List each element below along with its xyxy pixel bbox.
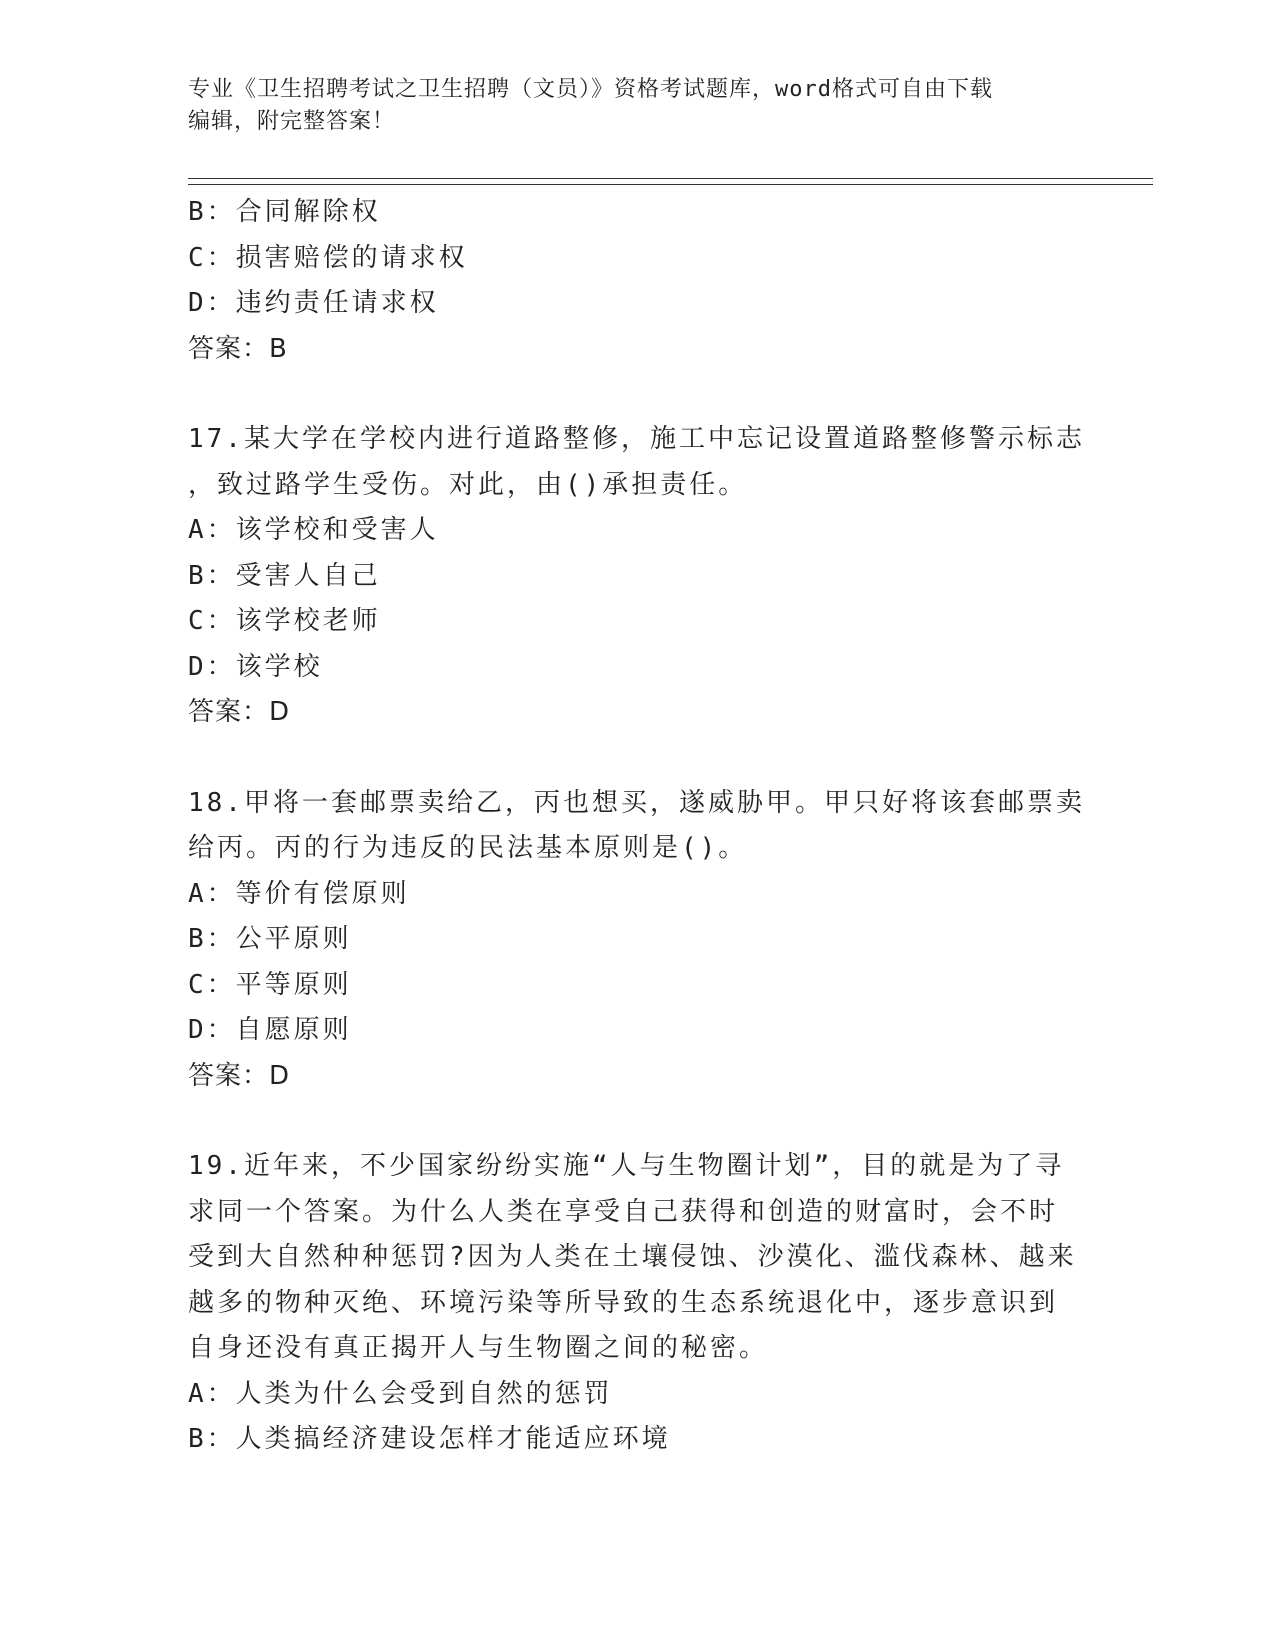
header-rule-bottom <box>188 184 1153 185</box>
question-stem-line: 受到大自然种种惩罚?因为人类在土壤侵蚀、沙漠化、滥伐森林、越来 <box>188 1242 1077 1272</box>
option-b: B：人类搞经济建设怎样才能适应环境 <box>188 1424 671 1454</box>
spacer <box>188 736 1088 781</box>
spacer <box>188 372 1088 417</box>
option-d: D：违约责任请求权 <box>188 288 439 318</box>
question-stem-line: 自身还没有真正揭开人与生物圈之间的秘密。 <box>188 1333 769 1363</box>
question-stem-line: 19.近年来，不少国家纷纷实施“人与生物圈计划”，目的就是为了寻 <box>188 1151 1065 1181</box>
option-b: B：受害人自己 <box>188 560 381 591</box>
header-line-1: 专业《卫生招聘考试之卫生招聘（文员）》资格考试题库，word格式可自由下载 <box>188 77 993 102</box>
option-c: C：该学校老师 <box>188 606 381 636</box>
question-stem-line: 18.甲将一套邮票卖给乙，丙也想买，遂威胁甲。甲只好将该套邮票卖 <box>188 787 1085 818</box>
header-line-2: 编辑，附完整答案！ <box>188 109 396 134</box>
option-a: A：该学校和受害人 <box>188 515 439 545</box>
question-stem-line: 17.某大学在学校内进行道路整修，施工中忘记设置道路整修警示标志 <box>188 424 1085 454</box>
answer-line: 答案：D <box>188 697 291 727</box>
question-stem-line: 求同一个答案。为什么人类在享受自己获得和创造的财富时，会不时 <box>188 1196 1059 1227</box>
question-17 <box>188 417 1088 736</box>
question-stem-line: 给丙。丙的行为违反的民法基本原则是()。 <box>188 833 748 863</box>
option-b: B：合同解除权 <box>188 197 381 227</box>
question-list <box>188 190 1088 1463</box>
question-16 <box>188 190 1088 372</box>
option-d: D：该学校 <box>188 651 323 682</box>
option-c: C：平等原则 <box>188 969 352 1000</box>
question-stem-line: 越多的物种灭绝、环境污染等所导致的生态系统退化中，逐步意识到 <box>188 1287 1059 1318</box>
question-19 <box>188 1144 1088 1463</box>
option-a: A：等价有偿原则 <box>188 878 410 909</box>
question-18 <box>188 781 1088 1100</box>
answer-line: 答案：D <box>188 1060 291 1091</box>
option-b: B：公平原则 <box>188 924 352 954</box>
question-stem-line: ，致过路学生受伤。对此，由()承担责任。 <box>188 469 748 500</box>
document-header <box>188 74 1088 138</box>
answer-line: 答案：B <box>188 333 288 364</box>
option-a: A：人类为什么会受到自然的惩罚 <box>188 1378 613 1409</box>
option-c: C：损害赔偿的请求权 <box>188 242 468 273</box>
header-rule-top <box>188 178 1153 179</box>
spacer <box>188 1099 1088 1144</box>
option-d: D：自愿原则 <box>188 1015 352 1045</box>
